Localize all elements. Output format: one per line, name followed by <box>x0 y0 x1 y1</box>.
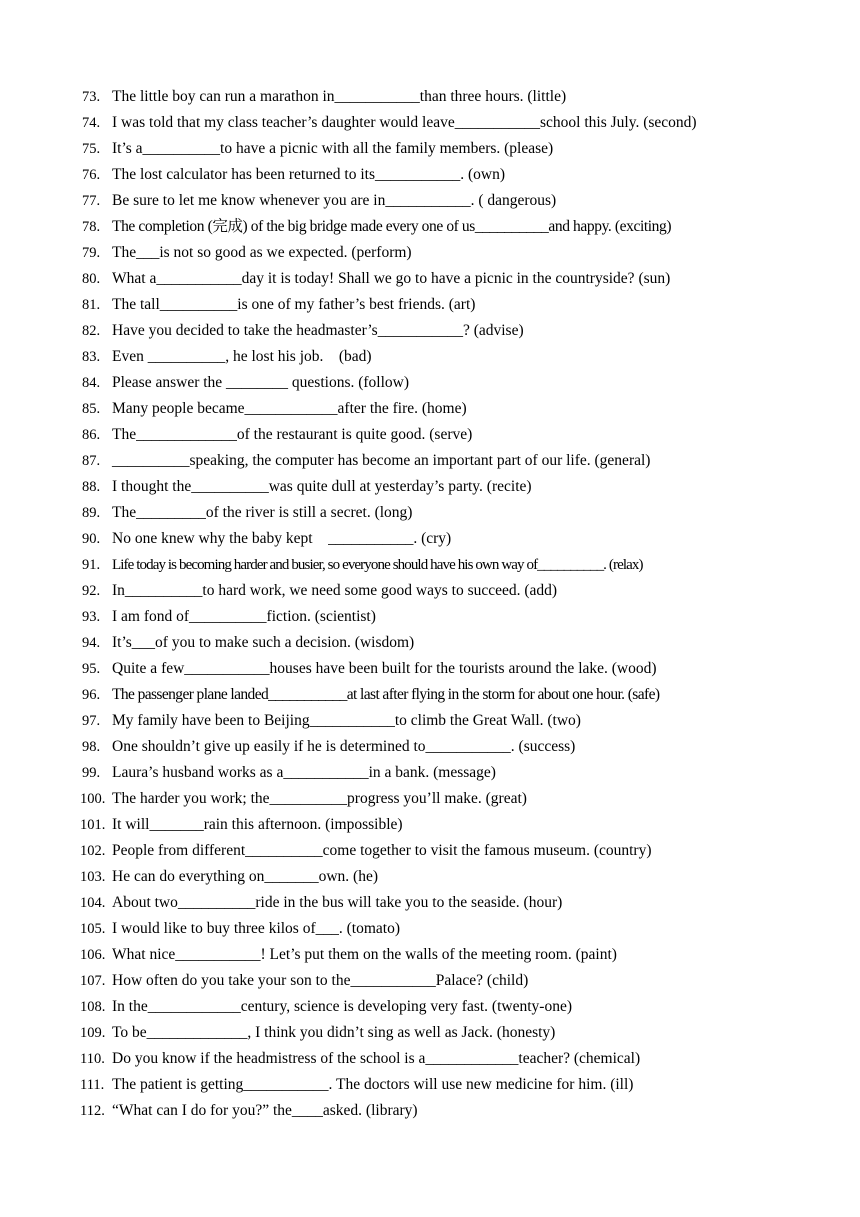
question-75 <box>0 136 860 162</box>
question-text: “What can I do for you?” the____asked. (library) <box>112 1102 418 1119</box>
question-text: My family have been to Beijing___________to climb the Great Wall. (two) <box>112 712 581 729</box>
question-74 <box>0 110 860 136</box>
question-number: 98. <box>82 739 101 755</box>
question-text: Please answer the ________ questions. (follow) <box>112 374 410 391</box>
question-text: The___is not so good as we expected. (perform) <box>112 244 412 261</box>
question-number: 105. <box>80 921 106 937</box>
question-number: 96. <box>82 687 101 703</box>
question-text: The harder you work; the__________progress you’ll make. (great) <box>112 790 527 807</box>
question-100 <box>0 786 860 812</box>
question-93 <box>0 604 860 630</box>
question-number: 80. <box>82 271 101 287</box>
question-text: Laura’s husband works as a___________in a bank. (message) <box>112 764 496 781</box>
question-number: 77. <box>82 193 101 209</box>
question-text: In the____________century, science is developing very fast. (twenty-one) <box>112 998 572 1015</box>
question-text: Life today is becoming harder and busier, so everyone should have his own way of__________. (relax) <box>112 557 643 573</box>
question-number: 112. <box>80 1103 105 1119</box>
question-number: 95. <box>82 661 101 677</box>
question-number: 73. <box>82 89 101 105</box>
question-text: The passenger plane landed___________at last after flying in the storm for about one hour. (safe) <box>112 686 660 703</box>
question-94 <box>0 630 860 656</box>
question-86 <box>0 422 860 448</box>
question-number: 86. <box>82 427 101 443</box>
question-text: It’s___of you to make such a decision. (wisdom) <box>112 634 415 651</box>
question-text: The_________of the river is still a secret. (long) <box>112 504 413 521</box>
question-110 <box>0 1046 860 1072</box>
question-99 <box>0 760 860 786</box>
question-number: 89. <box>82 505 101 521</box>
question-89 <box>0 500 860 526</box>
question-number: 88. <box>82 479 101 495</box>
question-text: No one knew why the baby kept ___________. (cry) <box>112 530 452 547</box>
question-92 <box>0 578 860 604</box>
question-106 <box>0 942 860 968</box>
question-text: The little boy can run a marathon in___________than three hours. (little) <box>112 88 567 105</box>
question-80 <box>0 266 860 292</box>
question-number: 94. <box>82 635 101 651</box>
question-111 <box>0 1072 860 1098</box>
question-number: 84. <box>82 375 101 391</box>
question-number: 106. <box>80 947 106 963</box>
question-78 <box>0 214 860 240</box>
question-96 <box>0 682 860 708</box>
question-number: 87. <box>82 453 101 469</box>
question-number: 108. <box>80 999 106 1015</box>
question-number: 79. <box>82 245 101 261</box>
question-number: 103. <box>80 869 106 885</box>
question-79 <box>0 240 860 266</box>
question-84 <box>0 370 860 396</box>
question-90 <box>0 526 860 552</box>
question-text: What nice___________! Let’s put them on the walls of the meeting room. (paint) <box>112 946 617 963</box>
question-97 <box>0 708 860 734</box>
question-number: 107. <box>80 973 106 989</box>
question-95 <box>0 656 860 682</box>
question-text: He can do everything on_______own. (he) <box>112 868 379 885</box>
question-number: 85. <box>82 401 101 417</box>
question-83 <box>0 344 860 370</box>
question-text: Even __________, he lost his job. (bad) <box>112 348 372 365</box>
question-number: 92. <box>82 583 101 599</box>
question-76 <box>0 162 860 188</box>
question-text: I thought the__________was quite dull at yesterday’s party. (recite) <box>112 478 532 495</box>
question-text: Be sure to let me know whenever you are in___________. ( dangerous) <box>112 192 557 209</box>
question-text: I am fond of__________fiction. (scientist) <box>112 608 376 625</box>
question-number: 99. <box>82 765 101 781</box>
exercise-list <box>0 84 860 1124</box>
question-number: 75. <box>82 141 101 157</box>
question-text: The_____________of the restaurant is quite good. (serve) <box>112 426 473 443</box>
question-text: One shouldn’t give up easily if he is determined to___________. (success) <box>112 738 576 755</box>
question-101 <box>0 812 860 838</box>
question-number: 78. <box>82 219 101 235</box>
question-85 <box>0 396 860 422</box>
question-88 <box>0 474 860 500</box>
question-text: The patient is getting___________. The doctors will use new medicine for him. (ill) <box>112 1076 634 1093</box>
question-82 <box>0 318 860 344</box>
question-77 <box>0 188 860 214</box>
question-112 <box>0 1098 860 1124</box>
question-text: It’s a__________to have a picnic with all the family members. (please) <box>112 140 554 157</box>
question-text: Do you know if the headmistress of the school is a____________teacher? (chemical) <box>112 1050 641 1067</box>
question-number: 102. <box>80 843 106 859</box>
question-text: People from different__________come together to visit the famous museum. (country) <box>112 842 652 859</box>
question-number: 109. <box>80 1025 106 1041</box>
question-number: 104. <box>80 895 106 911</box>
question-103 <box>0 864 860 890</box>
question-108 <box>0 994 860 1020</box>
question-91 <box>0 552 860 578</box>
question-number: 93. <box>82 609 101 625</box>
question-text: The completion (完成) of the big bridge made every one of us__________and happy. (exciting) <box>112 218 672 235</box>
question-number: 97. <box>82 713 101 729</box>
question-text: It will_______rain this afternoon. (impossible) <box>112 816 403 833</box>
question-text: Many people became____________after the fire. (home) <box>112 400 467 417</box>
question-text: To be_____________, I think you didn’t sing as well as Jack. (honesty) <box>112 1024 556 1041</box>
question-105 <box>0 916 860 942</box>
question-text: What a___________day it is today! Shall we go to have a picnic in the countryside? (sun) <box>112 270 671 287</box>
question-number: 74. <box>82 115 101 131</box>
question-number: 82. <box>82 323 101 339</box>
question-104 <box>0 890 860 916</box>
question-number: 100. <box>80 791 106 807</box>
question-87 <box>0 448 860 474</box>
question-text: Quite a few___________houses have been built for the tourists around the lake. (wood) <box>112 660 657 677</box>
question-text: How often do you take your son to the___________Palace? (child) <box>112 972 529 989</box>
question-number: 83. <box>82 349 101 365</box>
question-number: 91. <box>82 557 101 573</box>
question-81 <box>0 292 860 318</box>
question-number: 110. <box>80 1051 105 1067</box>
question-text: __________speaking, the computer has become an important part of our life. (general) <box>112 452 651 469</box>
question-number: 90. <box>82 531 101 547</box>
question-text: About two__________ride in the bus will take you to the seaside. (hour) <box>112 894 563 911</box>
question-text: I would like to buy three kilos of___. (tomato) <box>112 920 400 937</box>
question-text: In__________to hard work, we need some good ways to succeed. (add) <box>112 582 558 599</box>
question-102 <box>0 838 860 864</box>
question-107 <box>0 968 860 994</box>
question-98 <box>0 734 860 760</box>
question-text: The lost calculator has been returned to its___________. (own) <box>112 166 505 183</box>
question-text: The tall__________is one of my father’s best friends. (art) <box>112 296 476 313</box>
question-text: Have you decided to take the headmaster’s___________? (advise) <box>112 322 524 339</box>
question-text: I was told that my class teacher’s daughter would leave___________school this July. (second) <box>112 114 697 131</box>
question-73 <box>0 84 860 110</box>
question-number: 101. <box>80 817 106 833</box>
question-number: 81. <box>82 297 101 313</box>
question-number: 76. <box>82 167 101 183</box>
question-number: 111. <box>80 1077 105 1093</box>
question-109 <box>0 1020 860 1046</box>
